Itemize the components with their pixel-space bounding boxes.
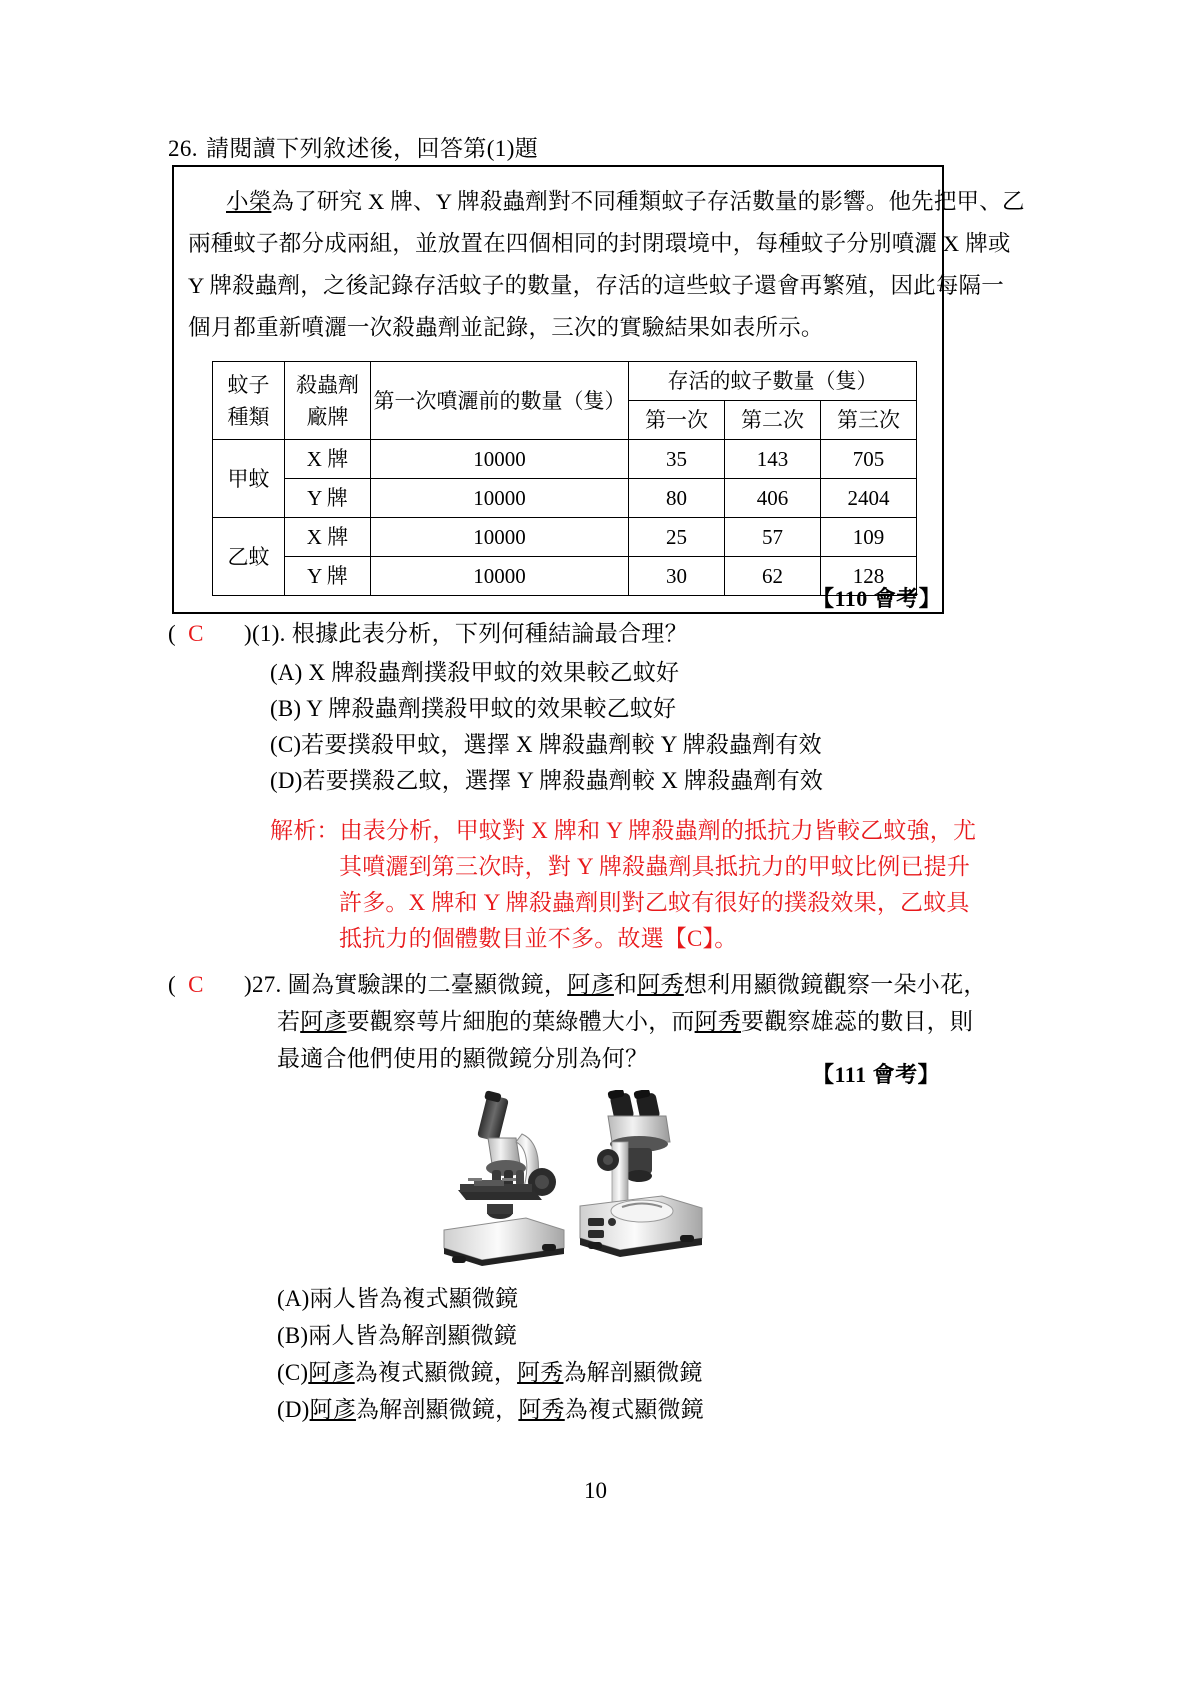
header-mosquito-type (213, 362, 285, 440)
microscope-illustration (430, 1090, 750, 1270)
table-row (213, 479, 917, 518)
question-26-prompt: 請閱讀下列敘述後，回答第(1)題 (205, 136, 539, 161)
cell-survivor-3: 128 (821, 557, 917, 596)
dissecting-microscope-icon (580, 1090, 702, 1257)
header-mosquito-type-l1: 蚊子 (227, 372, 270, 397)
cell-survivor-1: 35 (629, 440, 725, 479)
answer-bracket: ( C (168, 621, 244, 647)
passage-person-name: 小榮 (226, 189, 272, 214)
question-27-option-a[interactable]: (A)兩人皆為複式顯微鏡 (277, 1286, 519, 1311)
answer-bracket: ( C (168, 972, 244, 998)
question-27-option-d[interactable]: (D)阿彥為解剖顯微鏡，阿秀為複式顯微鏡 (277, 1397, 704, 1422)
passage-line-1 (188, 181, 1025, 223)
passage-line-2: 兩種蚊子都分成兩組，並放置在四個相同的封閉環境中，每種蚊子分別噴灑 X 牌或 (188, 231, 1011, 256)
name-a-yan: 阿彥 (309, 1397, 356, 1422)
passage-line-4: 個月都重新噴灑一次殺蟲劑並記錄，三次的實驗結果如表所示。 (188, 315, 824, 340)
cell-brand: Y 牌 (285, 557, 371, 596)
explanation-line-1: 解析：由表分析，甲蚊對 X 牌和 Y 牌殺蟲劑的抵抗力皆較乙蚊強，尤 (270, 818, 977, 843)
source-tag-110: 【110 會考】 (812, 586, 942, 611)
cell-brand: X 牌 (285, 518, 371, 557)
header-survivor-1: 第一次 (629, 401, 725, 440)
cell-initial: 10000 (371, 557, 629, 596)
header-survivor-2: 第二次 (725, 401, 821, 440)
name-a-xiu: 阿秀 (637, 972, 684, 997)
question-26-option-b[interactable]: (B) Y 牌殺蟲劑撲殺甲蚊的效果較乙蚊好 (270, 696, 677, 721)
cell-initial: 10000 (371, 518, 629, 557)
question-26-option-a[interactable]: (A) X 牌殺蟲劑撲殺甲蚊的效果較乙蚊好 (270, 660, 680, 685)
question-26-passage-box (172, 165, 1025, 614)
question-26-option-c[interactable]: (C)若要撲殺甲蚊，選擇 X 牌殺蟲劑較 Y 牌殺蟲劑有效 (270, 732, 822, 757)
cell-survivor-2: 57 (725, 518, 821, 557)
header-survivors-group: 存活的蚊子數量（隻） (629, 362, 917, 401)
header-pesticide-brand (285, 362, 371, 440)
cell-initial: 10000 (371, 479, 629, 518)
table-header-row-1 (213, 362, 917, 401)
name-a-xiu: 阿秀 (518, 1397, 565, 1422)
question-27-line-3: 最適合他們使用的顯微鏡分別為何？ (277, 1046, 649, 1071)
compound-microscope-icon (444, 1090, 564, 1266)
table-row (213, 440, 917, 479)
explanation-line-4: 抵抗力的個體數目並不多。故選【C】。 (339, 926, 738, 951)
cell-survivor-1: 30 (629, 557, 725, 596)
question-27-option-c[interactable]: (C)阿彥為複式顯微鏡，阿秀為解剖顯微鏡 (277, 1360, 703, 1385)
name-a-yan: 阿彥 (300, 1009, 347, 1034)
cell-survivor-1: 80 (629, 479, 725, 518)
cell-survivor-2: 62 (725, 557, 821, 596)
cell-survivor-1: 25 (629, 518, 725, 557)
answer-letter: C (188, 972, 204, 997)
cell-brand: X 牌 (285, 440, 371, 479)
question-27-option-b[interactable]: (B)兩人皆為解剖顯微鏡 (277, 1323, 518, 1348)
header-mosquito-type-l2: 種類 (227, 404, 270, 429)
mosquito-data-table (212, 361, 917, 596)
page-number: 10 (584, 1478, 607, 1503)
header-initial-count: 第一次噴灑前的數量（隻） (371, 362, 629, 440)
header-pesticide-brand-l2: 廠牌 (306, 404, 349, 429)
explanation-line-2: 其噴灑到第三次時，對 Y 牌殺蟲劑具抵抗力的甲蚊比例已提升 (339, 854, 971, 879)
cell-type-yi: 乙蚊 (213, 518, 285, 596)
explanation-line-3: 許多。X 牌和 Y 牌殺蟲劑則對乙蚊有很好的撲殺效果，乙蚊具 (339, 890, 970, 915)
microscope-figure (430, 1090, 750, 1270)
name-a-yan: 阿彥 (308, 1360, 355, 1385)
passage-line-1-rest: 為了研究 X 牌、Y 牌殺蟲劑對不同種類蚊子存活數量的影響。他先把甲、乙 (271, 189, 1025, 214)
header-pesticide-brand-l1: 殺蟲劑 (296, 372, 359, 397)
question-26-1-line (168, 615, 688, 648)
cell-survivor-2: 143 (725, 440, 821, 479)
passage-line-3: Y 牌殺蟲劑，之後記錄存活蚊子的數量，存活的這些蚊子還會再繁殖，因此每隔一 (188, 273, 1004, 298)
table-row (213, 557, 917, 596)
cell-survivor-2: 406 (725, 479, 821, 518)
question-26-heading (168, 130, 538, 163)
answer-letter: C (188, 621, 204, 646)
name-a-xiu: 阿秀 (694, 1009, 742, 1034)
question-27-text-1: 圖為實驗課的二臺顯微鏡，阿彥和阿秀想利用顯微鏡觀察一朵小花， (287, 972, 987, 997)
question-27-line-1 (168, 966, 987, 999)
table-row (213, 518, 917, 557)
question-26-number: 26. (168, 136, 198, 161)
cell-survivor-3: 2404 (821, 479, 917, 518)
question-26-1-number: )(1). (244, 621, 286, 646)
question-27-line-2: 若阿彥要觀察萼片細胞的葉綠體大小，而阿秀要觀察雄蕊的數目，則 (277, 1009, 974, 1034)
cell-type-jia: 甲蚊 (213, 440, 285, 518)
name-a-yan: 阿彥 (567, 972, 614, 997)
question-26-option-d[interactable]: (D)若要撲殺乙蚊，選擇 Y 牌殺蟲劑較 X 牌殺蟲劑有效 (270, 768, 824, 793)
source-tag-111: 【111 會考】 (812, 1062, 941, 1087)
cell-brand: Y 牌 (285, 479, 371, 518)
header-survivor-3: 第三次 (821, 401, 917, 440)
question-27-number: )27. (244, 972, 282, 997)
name-a-xiu: 阿秀 (517, 1360, 564, 1385)
cell-initial: 10000 (371, 440, 629, 479)
cell-survivor-3: 705 (821, 440, 917, 479)
cell-survivor-3: 109 (821, 518, 917, 557)
question-26-1-text: 根據此表分析，下列何種結論最合理？ (291, 621, 688, 646)
